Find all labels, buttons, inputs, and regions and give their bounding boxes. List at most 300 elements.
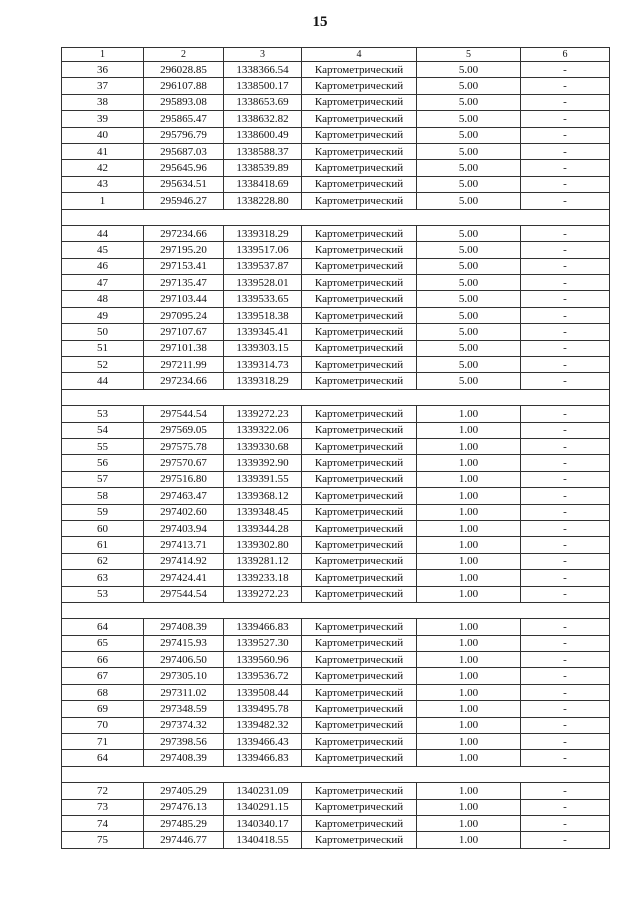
- header-col-3: 3: [224, 48, 302, 62]
- cell-x-coordinate: 297234.66: [144, 225, 224, 241]
- cell-method: Картометрический: [302, 373, 417, 389]
- table-row: [62, 783, 610, 799]
- cell-method: Картометрический: [302, 717, 417, 733]
- cell-accuracy: 1.00: [417, 504, 521, 520]
- cell-x-coordinate: 297402.60: [144, 504, 224, 520]
- cell-note: -: [521, 668, 610, 684]
- cell-x-coordinate: 297398.56: [144, 734, 224, 750]
- table-row: [62, 111, 610, 127]
- cell-method: Картометрический: [302, 438, 417, 454]
- cell-accuracy: 5.00: [417, 373, 521, 389]
- table-row: [62, 438, 610, 454]
- cell-method: Картометрический: [302, 815, 417, 831]
- cell-point-number: 39: [62, 111, 144, 127]
- cell-accuracy: 1.00: [417, 537, 521, 553]
- cell-point-number: 64: [62, 619, 144, 635]
- cell-note: -: [521, 111, 610, 127]
- table-row: [62, 586, 610, 602]
- cell-accuracy: 1.00: [417, 799, 521, 815]
- table-row: [62, 668, 610, 684]
- cell-point-number: 37: [62, 78, 144, 94]
- table-separator-row: [62, 389, 610, 405]
- cell-accuracy: 5.00: [417, 242, 521, 258]
- cell-point-number: 49: [62, 307, 144, 323]
- table-body: [62, 62, 610, 849]
- cell-note: -: [521, 537, 610, 553]
- cell-x-coordinate: 297575.78: [144, 438, 224, 454]
- cell-x-coordinate: 297406.50: [144, 652, 224, 668]
- cell-note: -: [521, 701, 610, 717]
- cell-y-coordinate: 1339466.43: [224, 734, 302, 750]
- cell-y-coordinate: 1339466.83: [224, 750, 302, 766]
- cell-note: -: [521, 684, 610, 700]
- cell-method: Картометрический: [302, 307, 417, 323]
- cell-accuracy: 5.00: [417, 225, 521, 241]
- cell-note: -: [521, 176, 610, 192]
- cell-point-number: 42: [62, 160, 144, 176]
- cell-accuracy: 1.00: [417, 570, 521, 586]
- cell-x-coordinate: 297311.02: [144, 684, 224, 700]
- cell-method: Картометрический: [302, 668, 417, 684]
- cell-point-number: 50: [62, 324, 144, 340]
- cell-x-coordinate: 297569.05: [144, 422, 224, 438]
- cell-point-number: 61: [62, 537, 144, 553]
- table-separator-row: [62, 209, 610, 225]
- table-row: [62, 455, 610, 471]
- cell-x-coordinate: 297544.54: [144, 586, 224, 602]
- cell-note: -: [521, 78, 610, 94]
- cell-method: Картометрический: [302, 62, 417, 78]
- cell-x-coordinate: 297414.92: [144, 553, 224, 569]
- cell-point-number: 72: [62, 783, 144, 799]
- cell-y-coordinate: 1339482.32: [224, 717, 302, 733]
- cell-method: Картометрический: [302, 570, 417, 586]
- cell-accuracy: 1.00: [417, 422, 521, 438]
- cell-method: Картометрический: [302, 471, 417, 487]
- cell-method: Картометрический: [302, 324, 417, 340]
- cell-method: Картометрический: [302, 652, 417, 668]
- cell-accuracy: 5.00: [417, 160, 521, 176]
- cell-note: -: [521, 225, 610, 241]
- cell-note: -: [521, 783, 610, 799]
- cell-accuracy: 1.00: [417, 635, 521, 651]
- cell-x-coordinate: 297544.54: [144, 406, 224, 422]
- cell-method: Картометрический: [302, 357, 417, 373]
- table-row: [62, 225, 610, 241]
- cell-point-number: 66: [62, 652, 144, 668]
- cell-x-coordinate: 297446.77: [144, 832, 224, 848]
- cell-x-coordinate: 297095.24: [144, 307, 224, 323]
- cell-note: -: [521, 799, 610, 815]
- cell-point-number: 41: [62, 143, 144, 159]
- table-row: [62, 357, 610, 373]
- table-header-row: [62, 48, 610, 62]
- cell-note: -: [521, 717, 610, 733]
- separator-cell: [62, 389, 610, 405]
- header-col-5: 5: [417, 48, 521, 62]
- cell-point-number: 36: [62, 62, 144, 78]
- cell-y-coordinate: 1339303.15: [224, 340, 302, 356]
- cell-note: -: [521, 357, 610, 373]
- cell-note: -: [521, 143, 610, 159]
- table-row: [62, 520, 610, 536]
- cell-point-number: 60: [62, 520, 144, 536]
- cell-method: Картометрический: [302, 783, 417, 799]
- cell-method: Картометрический: [302, 258, 417, 274]
- cell-x-coordinate: 295796.79: [144, 127, 224, 143]
- cell-point-number: 57: [62, 471, 144, 487]
- cell-accuracy: 5.00: [417, 78, 521, 94]
- cell-y-coordinate: 1339344.28: [224, 520, 302, 536]
- cell-note: -: [521, 734, 610, 750]
- cell-y-coordinate: 1339495.78: [224, 701, 302, 717]
- cell-note: -: [521, 422, 610, 438]
- cell-x-coordinate: 297195.20: [144, 242, 224, 258]
- cell-y-coordinate: 1340291.15: [224, 799, 302, 815]
- cell-note: -: [521, 553, 610, 569]
- cell-method: Картометрический: [302, 422, 417, 438]
- cell-note: -: [521, 324, 610, 340]
- cell-x-coordinate: 295946.27: [144, 193, 224, 209]
- cell-x-coordinate: 297374.32: [144, 717, 224, 733]
- cell-x-coordinate: 296028.85: [144, 62, 224, 78]
- table-row: [62, 635, 610, 651]
- cell-method: Картометрический: [302, 242, 417, 258]
- cell-note: -: [521, 127, 610, 143]
- cell-method: Картометрический: [302, 537, 417, 553]
- cell-method: Картометрический: [302, 176, 417, 192]
- cell-point-number: 62: [62, 553, 144, 569]
- cell-x-coordinate: 297103.44: [144, 291, 224, 307]
- cell-point-number: 52: [62, 357, 144, 373]
- cell-y-coordinate: 1339318.29: [224, 225, 302, 241]
- cell-point-number: 45: [62, 242, 144, 258]
- cell-accuracy: 5.00: [417, 357, 521, 373]
- cell-note: -: [521, 832, 610, 848]
- cell-accuracy: 5.00: [417, 176, 521, 192]
- cell-y-coordinate: 1339517.06: [224, 242, 302, 258]
- cell-method: Картометрический: [302, 520, 417, 536]
- cell-method: Картометрический: [302, 94, 417, 110]
- cell-method: Картометрический: [302, 291, 417, 307]
- cell-x-coordinate: 297485.29: [144, 815, 224, 831]
- table-row: [62, 275, 610, 291]
- cell-point-number: 75: [62, 832, 144, 848]
- cell-y-coordinate: 1338653.69: [224, 94, 302, 110]
- cell-accuracy: 1.00: [417, 652, 521, 668]
- cell-accuracy: 1.00: [417, 783, 521, 799]
- cell-point-number: 71: [62, 734, 144, 750]
- cell-accuracy: 5.00: [417, 291, 521, 307]
- cell-accuracy: 1.00: [417, 750, 521, 766]
- cell-accuracy: 5.00: [417, 127, 521, 143]
- cell-note: -: [521, 275, 610, 291]
- table-row: [62, 78, 610, 94]
- cell-y-coordinate: 1339536.72: [224, 668, 302, 684]
- cell-accuracy: 1.00: [417, 684, 521, 700]
- cell-x-coordinate: 297408.39: [144, 619, 224, 635]
- cell-point-number: 59: [62, 504, 144, 520]
- table-row: [62, 406, 610, 422]
- cell-y-coordinate: 1338588.37: [224, 143, 302, 159]
- cell-x-coordinate: 297135.47: [144, 275, 224, 291]
- cell-accuracy: 5.00: [417, 62, 521, 78]
- cell-y-coordinate: 1338366.54: [224, 62, 302, 78]
- cell-point-number: 65: [62, 635, 144, 651]
- table-row: [62, 684, 610, 700]
- cell-y-coordinate: 1339560.96: [224, 652, 302, 668]
- cell-y-coordinate: 1339518.38: [224, 307, 302, 323]
- cell-accuracy: 1.00: [417, 701, 521, 717]
- cell-note: -: [521, 94, 610, 110]
- cell-method: Картометрический: [302, 406, 417, 422]
- cell-x-coordinate: 297463.47: [144, 488, 224, 504]
- cell-method: Картометрический: [302, 78, 417, 94]
- cell-y-coordinate: 1338500.17: [224, 78, 302, 94]
- cell-y-coordinate: 1339528.01: [224, 275, 302, 291]
- cell-note: -: [521, 619, 610, 635]
- separator-cell: [62, 209, 610, 225]
- cell-note: -: [521, 160, 610, 176]
- cell-x-coordinate: 297234.66: [144, 373, 224, 389]
- cell-note: -: [521, 750, 610, 766]
- cell-y-coordinate: 1339281.12: [224, 553, 302, 569]
- table-row: [62, 373, 610, 389]
- cell-x-coordinate: 297107.67: [144, 324, 224, 340]
- cell-method: Картометрический: [302, 734, 417, 750]
- cell-x-coordinate: 295645.96: [144, 160, 224, 176]
- cell-note: -: [521, 652, 610, 668]
- cell-accuracy: 1.00: [417, 471, 521, 487]
- table-row: [62, 291, 610, 307]
- cell-point-number: 74: [62, 815, 144, 831]
- cell-x-coordinate: 297403.94: [144, 520, 224, 536]
- table-row: [62, 619, 610, 635]
- cell-point-number: 1: [62, 193, 144, 209]
- cell-x-coordinate: 297348.59: [144, 701, 224, 717]
- cell-method: Картометрический: [302, 127, 417, 143]
- cell-method: Картометрический: [302, 455, 417, 471]
- table-row: [62, 815, 610, 831]
- cell-method: Картометрический: [302, 750, 417, 766]
- cell-y-coordinate: 1339533.65: [224, 291, 302, 307]
- cell-y-coordinate: 1338600.49: [224, 127, 302, 143]
- cell-x-coordinate: 295865.47: [144, 111, 224, 127]
- table-row: [62, 701, 610, 717]
- cell-accuracy: 1.00: [417, 815, 521, 831]
- cell-x-coordinate: 297405.29: [144, 783, 224, 799]
- table-row: [62, 62, 610, 78]
- cell-note: -: [521, 438, 610, 454]
- cell-note: -: [521, 307, 610, 323]
- table-row: [62, 553, 610, 569]
- table-row: [62, 570, 610, 586]
- cell-x-coordinate: 295687.03: [144, 143, 224, 159]
- header-col-6: 6: [521, 48, 610, 62]
- cell-x-coordinate: 295893.08: [144, 94, 224, 110]
- cell-y-coordinate: 1339368.12: [224, 488, 302, 504]
- table-row: [62, 94, 610, 110]
- cell-point-number: 54: [62, 422, 144, 438]
- cell-y-coordinate: 1339508.44: [224, 684, 302, 700]
- cell-method: Картометрический: [302, 635, 417, 651]
- cell-method: Картометрический: [302, 111, 417, 127]
- cell-y-coordinate: 1340418.55: [224, 832, 302, 848]
- cell-y-coordinate: 1338539.89: [224, 160, 302, 176]
- cell-y-coordinate: 1339302.80: [224, 537, 302, 553]
- cell-point-number: 43: [62, 176, 144, 192]
- table-separator-row: [62, 602, 610, 618]
- cell-x-coordinate: 297516.80: [144, 471, 224, 487]
- table-row: [62, 307, 610, 323]
- table-row: [62, 176, 610, 192]
- table-row: [62, 504, 610, 520]
- cell-x-coordinate: 297211.99: [144, 357, 224, 373]
- cell-method: Картометрический: [302, 799, 417, 815]
- cell-point-number: 58: [62, 488, 144, 504]
- cell-accuracy: 5.00: [417, 340, 521, 356]
- cell-y-coordinate: 1339314.73: [224, 357, 302, 373]
- cell-y-coordinate: 1339537.87: [224, 258, 302, 274]
- cell-method: Картометрический: [302, 684, 417, 700]
- cell-method: Картометрический: [302, 143, 417, 159]
- cell-method: Картометрический: [302, 193, 417, 209]
- table-row: [62, 340, 610, 356]
- cell-x-coordinate: 297413.71: [144, 537, 224, 553]
- cell-x-coordinate: 297415.93: [144, 635, 224, 651]
- cell-accuracy: 5.00: [417, 193, 521, 209]
- cell-note: -: [521, 471, 610, 487]
- header-col-4: 4: [302, 48, 417, 62]
- page-number: 15: [312, 14, 328, 30]
- cell-accuracy: 1.00: [417, 455, 521, 471]
- cell-note: -: [521, 455, 610, 471]
- cell-y-coordinate: 1339318.29: [224, 373, 302, 389]
- header-col-1: 1: [62, 48, 144, 62]
- table-row: [62, 422, 610, 438]
- cell-x-coordinate: 297424.41: [144, 570, 224, 586]
- cell-y-coordinate: 1340231.09: [224, 783, 302, 799]
- cell-method: Картометрический: [302, 701, 417, 717]
- cell-accuracy: 1.00: [417, 832, 521, 848]
- table-row: [62, 471, 610, 487]
- cell-accuracy: 5.00: [417, 258, 521, 274]
- cell-point-number: 44: [62, 225, 144, 241]
- table-row: [62, 652, 610, 668]
- cell-note: -: [521, 815, 610, 831]
- coordinates-table: [61, 47, 610, 849]
- cell-accuracy: 1.00: [417, 553, 521, 569]
- cell-accuracy: 1.00: [417, 619, 521, 635]
- cell-accuracy: 1.00: [417, 520, 521, 536]
- cell-y-coordinate: 1339322.06: [224, 422, 302, 438]
- cell-accuracy: 5.00: [417, 143, 521, 159]
- table-row: [62, 537, 610, 553]
- cell-accuracy: 1.00: [417, 734, 521, 750]
- cell-x-coordinate: 297153.41: [144, 258, 224, 274]
- cell-x-coordinate: 297476.13: [144, 799, 224, 815]
- cell-x-coordinate: 297570.67: [144, 455, 224, 471]
- cell-point-number: 51: [62, 340, 144, 356]
- cell-point-number: 64: [62, 750, 144, 766]
- table-row: [62, 734, 610, 750]
- cell-note: -: [521, 258, 610, 274]
- separator-cell: [62, 602, 610, 618]
- table-separator-row: [62, 766, 610, 782]
- table-row: [62, 242, 610, 258]
- cell-point-number: 55: [62, 438, 144, 454]
- cell-method: Картометрический: [302, 832, 417, 848]
- cell-method: Картометрический: [302, 619, 417, 635]
- cell-y-coordinate: 1339233.18: [224, 570, 302, 586]
- cell-note: -: [521, 586, 610, 602]
- cell-accuracy: 1.00: [417, 438, 521, 454]
- cell-note: -: [521, 504, 610, 520]
- cell-y-coordinate: 1338418.69: [224, 176, 302, 192]
- cell-point-number: 48: [62, 291, 144, 307]
- cell-point-number: 56: [62, 455, 144, 471]
- cell-accuracy: 1.00: [417, 406, 521, 422]
- cell-x-coordinate: 296107.88: [144, 78, 224, 94]
- cell-method: Картометрический: [302, 225, 417, 241]
- cell-point-number: 44: [62, 373, 144, 389]
- cell-point-number: 47: [62, 275, 144, 291]
- cell-y-coordinate: 1339272.23: [224, 406, 302, 422]
- cell-y-coordinate: 1339348.45: [224, 504, 302, 520]
- header-col-2: 2: [144, 48, 224, 62]
- cell-note: -: [521, 373, 610, 389]
- cell-note: -: [521, 635, 610, 651]
- cell-accuracy: 1.00: [417, 717, 521, 733]
- separator-cell: [62, 766, 610, 782]
- cell-y-coordinate: 1339466.83: [224, 619, 302, 635]
- table-row: [62, 799, 610, 815]
- table-row: [62, 258, 610, 274]
- cell-point-number: 53: [62, 586, 144, 602]
- table-row: [62, 488, 610, 504]
- cell-point-number: 67: [62, 668, 144, 684]
- cell-y-coordinate: 1339392.90: [224, 455, 302, 471]
- cell-note: -: [521, 242, 610, 258]
- cell-point-number: 69: [62, 701, 144, 717]
- cell-y-coordinate: 1339345.41: [224, 324, 302, 340]
- cell-accuracy: 1.00: [417, 586, 521, 602]
- cell-x-coordinate: 297101.38: [144, 340, 224, 356]
- cell-point-number: 46: [62, 258, 144, 274]
- cell-accuracy: 5.00: [417, 307, 521, 323]
- cell-method: Картометрический: [302, 275, 417, 291]
- cell-accuracy: 5.00: [417, 275, 521, 291]
- cell-method: Картометрический: [302, 160, 417, 176]
- cell-y-coordinate: 1338632.82: [224, 111, 302, 127]
- table-row: [62, 143, 610, 159]
- table-row: [62, 324, 610, 340]
- table-row: [62, 750, 610, 766]
- cell-method: Картометрический: [302, 340, 417, 356]
- table-row: [62, 717, 610, 733]
- cell-note: -: [521, 406, 610, 422]
- cell-y-coordinate: 1338228.80: [224, 193, 302, 209]
- cell-x-coordinate: 295634.51: [144, 176, 224, 192]
- table-row: [62, 193, 610, 209]
- cell-method: Картометрический: [302, 586, 417, 602]
- cell-note: -: [521, 488, 610, 504]
- cell-point-number: 38: [62, 94, 144, 110]
- cell-point-number: 63: [62, 570, 144, 586]
- cell-note: -: [521, 193, 610, 209]
- cell-note: -: [521, 62, 610, 78]
- cell-y-coordinate: 1339330.68: [224, 438, 302, 454]
